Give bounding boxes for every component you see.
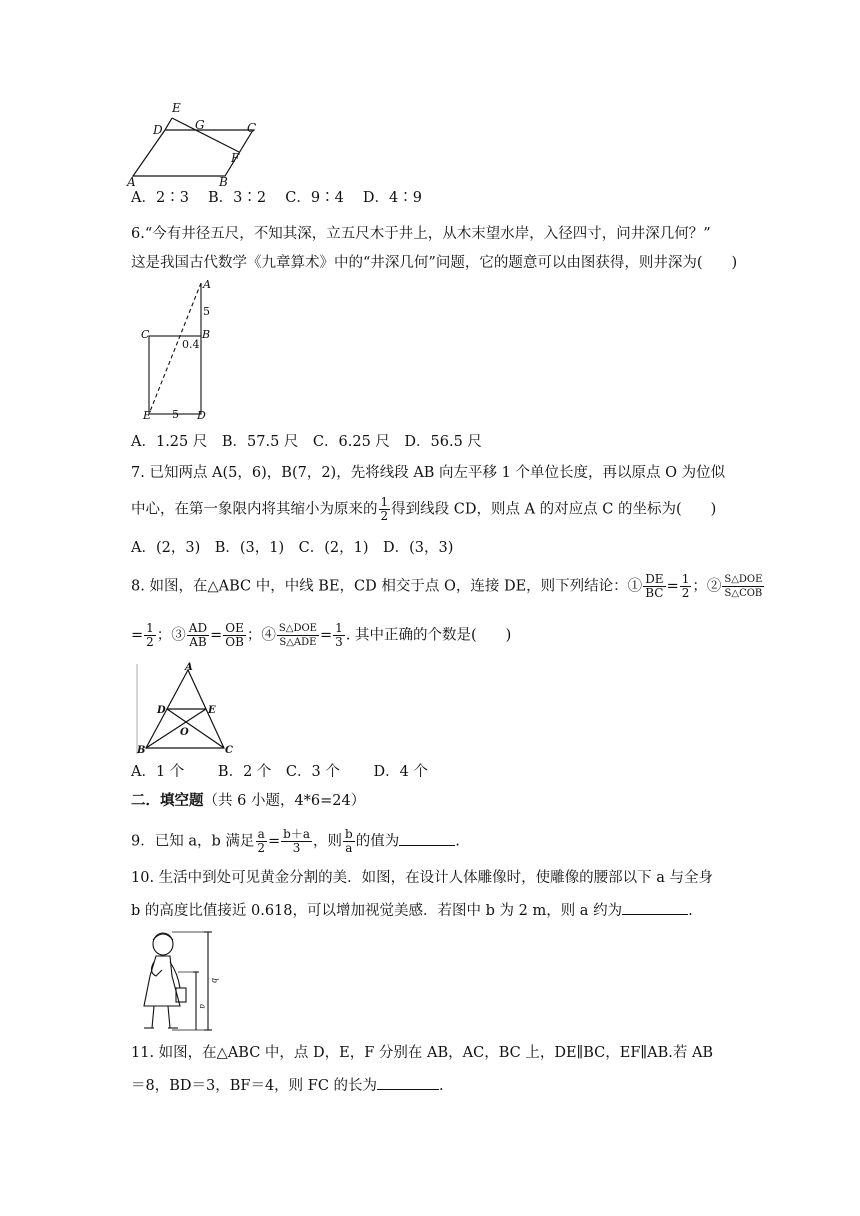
svg-text:a: a [198, 1004, 207, 1009]
label-B: B [202, 328, 211, 341]
label-C: C [225, 745, 233, 756]
q11-line2: ＝8，BD＝3，BF＝4，则 FC 的长为 . [131, 1075, 444, 1096]
svg-text:b: b [210, 978, 219, 984]
fraction-a-2: $\frac{a}{2}$ [257, 827, 266, 855]
section-heading: 二．填空题（共 6 小题，4*6=24） [131, 792, 366, 809]
q7-line1: 7. 已知两点 A(5，6)，B(7，2)，先将线段 AB 向左平移 1 个单位长度，再以原点 O 为位似 [131, 465, 726, 481]
q8-line1: 8. 如图，在△ABC 中，中线 BE，CD 相交于点 O，连接 DE，则下列结论：① $\frac{DE}{BC}$ = $\frac{1}{2}$ ；② $\frac{\text{S△DOE}}{\text{S△COB}}$ [131, 572, 763, 600]
label-B: B [137, 745, 146, 756]
label-five-bottom: 5 [172, 408, 179, 421]
label-F: F [231, 151, 240, 165]
fraction-half-2: $\frac{1}{2}$ [146, 621, 154, 649]
fraction-third: $\frac{1}{3}$ [335, 621, 343, 649]
answer-blank [399, 831, 455, 846]
q10-statue-figure [132, 926, 222, 1036]
answer-blank [377, 1075, 439, 1090]
label-G: G [195, 118, 205, 132]
label-C: C [141, 328, 150, 341]
fraction-half: $\frac{1}{2}$ [380, 495, 389, 523]
answer-blank [622, 900, 688, 915]
q6-well-figure [135, 278, 220, 423]
q8-options: A．1 个 B．2 个 C．3 个 D．4 个 [131, 764, 428, 780]
q9: 9．已知 a，b 满足 $\frac{a}{2}$ = $\frac{b+a}{3}$ ，则 $\frac{b}{a}$ 的值为 . [131, 827, 460, 855]
label-C: C [247, 121, 257, 135]
label-B: B [219, 175, 228, 188]
q8-line2: = $\frac{1}{2}$ ；③ $\frac{AD}{AB}$ = $\frac{OE}{OB}$ ；④ $\frac{\text{S△DOE}}{\text{S△ADE}}$ = $\frac{1}{3}$ . 其中正确的个数是( ) [131, 621, 512, 649]
q6-line1: 6.“今有井径五尺，不知其深，立五尺木于井上，从木末望水岸，入径四寸，问井深几何？” [131, 226, 711, 242]
q10-line1: 10. 生活中到处可见黄金分割的美．如图，在设计人体雕像时，使雕像的腰部以下 a 与全身 [131, 870, 714, 886]
fraction-oe-ob: $\frac{OE}{OB}$ [225, 621, 244, 649]
label-O: O [180, 727, 189, 738]
label-A: A [127, 175, 136, 188]
label-E: E [143, 409, 152, 422]
fraction-ba-3: $\frac{b+a}{3}$ [283, 827, 311, 855]
label-E: E [208, 705, 216, 716]
label-D: D [153, 123, 163, 137]
fraction-area-doe-ade: $\frac{\text{S△DOE}}{\text{S△ADE}}$ [278, 623, 317, 648]
label-five-top: 5 [203, 305, 210, 318]
q5-options: A．2∶3 B．3∶2 C．9∶4 D．4∶9 [131, 190, 422, 206]
fraction-ad-ab: $\frac{AD}{AB}$ [188, 621, 208, 649]
fraction-area-doe-cob: $\frac{\text{S△DOE}}{\text{S△COB}}$ [724, 574, 763, 599]
label-D: D [157, 705, 166, 716]
fraction-de-bc: $\frac{DE}{BC}$ [645, 572, 664, 600]
q10-line2: b 的高度比值接近 0.618，可以增加视觉美感．若图中 b 为 2 m，则 a 约为 . [131, 900, 693, 921]
q8-triangle-figure [132, 662, 237, 757]
q11-line1: 11. 如图，在△ABC 中，点 D，E，F 分别在 AB，AC，BC 上，DE∥BC，EF∥AB.若 AB [131, 1045, 714, 1061]
fraction-half: $\frac{1}{2}$ [681, 572, 690, 600]
q7-options: A．(2，3) B．(3，1) C．(2，1) D．(3，3) [131, 540, 454, 556]
label-A: A [203, 278, 211, 291]
q5-parallelogram-figure [125, 100, 265, 188]
fraction-b-a: $\frac{b}{a}$ [345, 827, 353, 855]
q6-line2: 这是我国古代数学《九章算术》中的“井深几何”问题，它的题意可以由图获得，则井深为( ) [131, 255, 738, 271]
q7-line2: 中心，在第一象限内将其缩小为原来的 $\frac{1}{2}$ 得到线段 CD，则点 A 的对应点 C 的坐标为( ) [131, 495, 717, 523]
label-E: E [172, 101, 181, 115]
label-zero-four: 0.4 [182, 338, 200, 351]
label-D: D [197, 409, 206, 422]
label-A: A [185, 662, 193, 673]
q6-options: A．1.25 尺 B．57.5 尺 C．6.25 尺 D．56.5 尺 [131, 434, 482, 450]
